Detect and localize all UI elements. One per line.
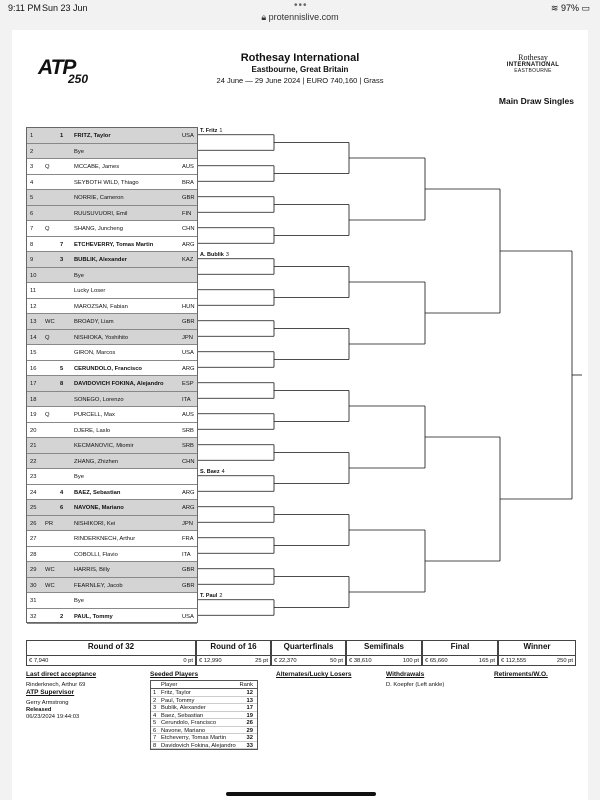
prize-points: 100 pt xyxy=(402,658,419,664)
draw-number: 19 xyxy=(30,412,37,418)
player-name: SONEGO, Lorenzo xyxy=(74,396,124,403)
seeded-rank: 19 xyxy=(246,712,253,719)
draw-number: 11 xyxy=(30,288,37,294)
player-name: COBOLLI, Flavio xyxy=(74,551,118,558)
prize-round: Quarterfinals xyxy=(283,642,334,651)
player-name: FEARNLEY, Jacob xyxy=(74,582,123,589)
entry-status: Q xyxy=(45,412,50,418)
bracket-lines xyxy=(12,30,588,630)
seed-number: 1 xyxy=(60,133,64,139)
draw-number: 14 xyxy=(30,334,37,341)
prize-money: € 22,370 xyxy=(274,658,297,664)
draw-number: 1 xyxy=(30,133,34,139)
player-country: GBR xyxy=(182,567,195,573)
player-name: NORRIE, Cameron xyxy=(74,195,124,201)
seeded-title: Seeded Players xyxy=(150,671,199,678)
status-time: 9:11 PM xyxy=(8,3,41,13)
player-country: AUS xyxy=(182,412,194,418)
player-name: DAVIDOVICH FOKINA, Alejandro xyxy=(74,381,164,387)
seeded-player: Paul, Tommy xyxy=(161,697,195,704)
seed-number: 4 xyxy=(60,489,64,496)
draw-number: 5 xyxy=(30,195,34,201)
prize-round: Final xyxy=(450,642,470,651)
released-value: 06/23/2024 19:44:03 xyxy=(26,714,80,720)
seeded-number: 7 xyxy=(153,735,157,741)
player-country: ITA xyxy=(182,551,191,558)
sponsor-line2: INTERNATIONAL xyxy=(506,62,560,69)
prize-row xyxy=(499,655,575,665)
draw-number: 24 xyxy=(30,489,37,496)
lock-icon: 🔒︎ xyxy=(261,12,269,22)
alternates-title: Alternates/Lucky Losers xyxy=(276,671,352,678)
player-country: CHN xyxy=(182,226,195,232)
seeded-number: 5 xyxy=(153,720,157,726)
player-name: DJERE, Laslo xyxy=(74,427,111,434)
player-name: Bye xyxy=(74,598,84,604)
player-country: HUN xyxy=(182,303,195,310)
player-country: ITA xyxy=(182,396,191,403)
player-country: KAZ xyxy=(182,257,194,263)
prize-round: Semifinals xyxy=(363,642,404,651)
player-name: GIRON, Marcos xyxy=(74,350,116,356)
prize-row xyxy=(27,655,195,665)
entry-status: Q xyxy=(45,226,50,232)
r16-winner-name: A. Bublik xyxy=(200,251,224,258)
seeded-number: 8 xyxy=(153,742,157,749)
seeded-row xyxy=(151,719,257,727)
draw-number: 8 xyxy=(30,241,34,248)
seed-number: 7 xyxy=(60,241,64,248)
prize-money-table xyxy=(26,640,576,666)
supervisor-title: ATP Supervisor xyxy=(26,689,75,696)
player-name: Lucky Loser xyxy=(74,288,106,294)
tournament-details: 24 June — 29 June 2024 | EURO 740,160 | Grass xyxy=(216,76,384,85)
last-da-value: Rinderknech, Arthur 69 xyxy=(26,682,86,688)
draw-number: 7 xyxy=(30,226,34,232)
prize-column xyxy=(271,640,346,666)
seed-number: 5 xyxy=(60,365,64,372)
prize-points: 165 pt xyxy=(478,658,495,664)
atp-series-text: 250 xyxy=(68,72,89,86)
seeded-row xyxy=(151,704,257,712)
seed-number: 2 xyxy=(60,613,64,620)
draw-number: 25 xyxy=(30,505,37,511)
seeded-row xyxy=(151,697,257,705)
battery-level: 97% xyxy=(560,3,579,13)
draw-number: 13 xyxy=(30,319,37,325)
sponsor-line3: EASTBOURNE xyxy=(514,68,552,75)
battery-indicator xyxy=(551,3,590,14)
player-country: CHN xyxy=(182,458,195,465)
prize-column xyxy=(498,640,576,666)
seeded-rank: 32 xyxy=(246,735,253,741)
player-name: Bye xyxy=(74,148,84,155)
seed-number: 8 xyxy=(60,381,64,387)
player-name: SEYBOTH WILD, Thiago xyxy=(74,179,139,186)
r16-winner xyxy=(200,593,222,599)
player-country: ARG xyxy=(182,505,195,511)
draw-number: 31 xyxy=(30,598,37,604)
draw-number: 29 xyxy=(30,567,37,573)
player-country: USA xyxy=(182,613,194,620)
supervisor-value: Gerry Armstrong xyxy=(26,700,69,706)
draw-number: 18 xyxy=(30,396,37,403)
prize-money: € 7,940 xyxy=(29,658,49,664)
seeded-rank: 29 xyxy=(246,727,253,734)
draw-number: 23 xyxy=(30,474,37,480)
prize-points: 250 pt xyxy=(556,658,573,664)
r16-winner-seed: 3 xyxy=(225,251,229,258)
player-country: ARG xyxy=(182,365,195,372)
seeded-player: Davidovich Fokina, Alejandro xyxy=(161,742,236,749)
draw-number: 28 xyxy=(30,551,37,558)
draw-number: 12 xyxy=(30,303,37,310)
retirements-title: Retirements/W.O. xyxy=(494,671,548,678)
draw-number: 2 xyxy=(30,148,34,155)
entry-status: WC xyxy=(45,567,55,573)
sponsor-line1: Rothesay xyxy=(518,53,548,62)
entry-status: WC xyxy=(45,319,55,325)
seeded-number: 6 xyxy=(153,727,157,734)
player-name: KECMANOVIC, Miomir xyxy=(74,443,134,449)
player-name: ETCHEVERRY, Tomas Martin xyxy=(74,241,154,248)
player-name: MCCABE, James xyxy=(74,164,120,170)
address-bar[interactable] xyxy=(0,12,600,23)
atp-logo-text: ATP xyxy=(38,56,76,79)
entry-status: Q xyxy=(45,334,50,341)
seeded-rank: 17 xyxy=(246,705,253,711)
seeded-player: Etcheverry, Tomas Martin xyxy=(161,735,227,741)
prize-money: € 12,990 xyxy=(199,658,222,664)
player-name: ZHANG, Zhizhen xyxy=(74,458,119,465)
entry-status: PR xyxy=(45,520,54,527)
draw-number: 32 xyxy=(30,613,37,620)
prize-row xyxy=(272,655,345,665)
draw-number: 9 xyxy=(30,257,34,263)
player-name: NISHIOKA, Yoshihito xyxy=(74,334,129,341)
seed-number: 6 xyxy=(60,505,64,511)
last-da-title: Last direct acceptance xyxy=(26,671,97,678)
prize-money: € 112,555 xyxy=(501,658,527,664)
player-country: GBR xyxy=(182,195,195,201)
seeded-player: Baez, Sebastian xyxy=(161,712,204,719)
player-country: JPN xyxy=(182,520,193,527)
more-dots-icon[interactable]: ••• xyxy=(294,0,308,11)
wifi-icon: ≋ xyxy=(550,3,561,13)
prize-row xyxy=(197,655,270,665)
player-country: SRB xyxy=(182,443,194,449)
draw-number: 3 xyxy=(30,164,34,170)
prize-money: € 65,660 xyxy=(425,658,448,664)
r16-winner xyxy=(200,252,229,258)
seeded-col-player: Player xyxy=(161,682,178,688)
player-name: NISHIKORI, Kei xyxy=(74,520,116,527)
seeded-col-rank: Rank xyxy=(239,682,253,688)
draw-number: 22 xyxy=(30,458,37,465)
released-label: Released xyxy=(26,707,52,713)
player-country: ARG xyxy=(182,489,195,496)
player-country: BRA xyxy=(182,179,194,186)
seeded-row xyxy=(151,727,257,735)
tournament-location: Eastbourne, Great Britain xyxy=(251,65,349,74)
prize-column xyxy=(26,640,196,666)
seeded-row xyxy=(151,734,257,742)
entry-status: WC xyxy=(45,582,55,589)
entry-status: Q xyxy=(45,164,50,170)
player-country: ARG xyxy=(182,241,195,248)
seeded-player: Bublik, Alexander xyxy=(161,705,206,711)
draw-number: 10 xyxy=(30,272,37,279)
player-country: ESP xyxy=(182,381,194,387)
seeded-number: 2 xyxy=(153,697,157,704)
tournament-title: Rothesay International xyxy=(240,52,360,64)
seeded-number: 3 xyxy=(153,705,157,711)
seeded-player: Navone, Mariano xyxy=(161,727,206,734)
withdrawals-title: Withdrawals xyxy=(386,671,425,678)
draw-sheet xyxy=(12,30,588,800)
prize-round: Round of 16 xyxy=(210,642,257,651)
player-name: MAROZSAN, Fabian xyxy=(74,303,128,310)
draw-number: 15 xyxy=(30,350,37,356)
draw-number: 6 xyxy=(30,210,34,217)
draw-number: 20 xyxy=(30,427,37,434)
seeded-player: Cerundolo, Francisco xyxy=(161,720,217,726)
player-country: USA xyxy=(182,350,194,356)
draw-title: Main Draw Singles xyxy=(498,96,574,106)
home-indicator[interactable] xyxy=(226,792,376,796)
player-name: PAUL, Tommy xyxy=(74,613,113,620)
r16-winner xyxy=(200,128,222,134)
prize-money: € 38,610 xyxy=(349,658,372,664)
battery-icon: ▭ xyxy=(581,3,590,13)
player-name: RUUSUVUORI, Emil xyxy=(74,210,128,217)
player-name: HARRIS, Billy xyxy=(74,567,110,573)
player-country: AUS xyxy=(182,164,194,170)
player-name: BROADY, Liam xyxy=(74,319,114,325)
seeded-row xyxy=(151,689,257,697)
player-country: FRA xyxy=(182,536,194,542)
player-name: NAVONE, Mariano xyxy=(74,505,124,511)
player-country: FIN xyxy=(182,210,192,217)
r16-winner xyxy=(200,469,225,475)
draw-number: 16 xyxy=(30,365,37,372)
player-country: JPN xyxy=(182,334,193,341)
seeded-row xyxy=(151,742,257,750)
player-country: USA xyxy=(182,133,194,139)
footer-info xyxy=(26,671,576,761)
r16-winner-seed: 1 xyxy=(219,127,223,134)
player-country: GBR xyxy=(182,319,195,325)
draw-number: 17 xyxy=(30,381,37,387)
r16-winner-name: T. Fritz xyxy=(200,127,218,134)
url-text: protennislive.com xyxy=(268,12,339,22)
r16-winner-seed: 4 xyxy=(221,468,225,475)
player-country: SRB xyxy=(182,427,194,434)
seeded-rank: 12 xyxy=(246,690,253,696)
status-bar xyxy=(0,0,600,28)
seeded-table xyxy=(150,680,258,750)
draw-number: 4 xyxy=(30,179,34,186)
player-name: SHANG, Juncheng xyxy=(74,226,123,232)
r16-winner-name: S. Baez xyxy=(200,468,220,475)
draw-number: 26 xyxy=(30,520,37,527)
player-name: BUBLIK, Alexander xyxy=(74,257,127,263)
prize-row xyxy=(423,655,497,665)
draw-number: 21 xyxy=(30,443,37,449)
draw-number: 27 xyxy=(30,536,37,542)
seed-number: 3 xyxy=(60,257,64,263)
player-name: RINDERKNECH, Arthur xyxy=(74,536,136,542)
seeded-player: Fritz, Taylor xyxy=(161,690,191,696)
status-date: Sun 23 Jun xyxy=(42,3,88,13)
player-name: CERUNDOLO, Francisco xyxy=(74,365,142,372)
seeded-rank: 13 xyxy=(246,697,253,704)
seeded-header xyxy=(151,681,257,689)
player-name: Bye xyxy=(74,474,84,480)
withdrawals-value: D. Koepfer (Left ankle) xyxy=(386,682,445,688)
player-country: GBR xyxy=(182,582,195,589)
prize-column xyxy=(422,640,498,666)
prize-points: 0 pt xyxy=(183,658,193,664)
seeded-number: 4 xyxy=(153,712,157,719)
seeded-rank: 26 xyxy=(246,720,253,726)
prize-round: Winner xyxy=(523,642,551,651)
player-name: Bye xyxy=(74,272,84,279)
seeded-number: 1 xyxy=(153,690,157,696)
prize-column xyxy=(196,640,271,666)
draw-number: 30 xyxy=(30,582,37,589)
prize-round: Round of 32 xyxy=(87,642,135,651)
prize-points: 50 pt xyxy=(330,658,343,664)
seeded-rank: 33 xyxy=(246,742,253,749)
player-name: PURCELL, Max xyxy=(74,412,115,418)
player-name: BAEZ, Sebastian xyxy=(74,489,121,496)
prize-row xyxy=(347,655,421,665)
seeded-row xyxy=(151,712,257,720)
player-name: FRITZ, Taylor xyxy=(74,133,111,139)
r16-winner-name: T. Paul xyxy=(200,592,218,599)
prize-points: 25 pt xyxy=(255,658,268,664)
r16-winner-seed: 2 xyxy=(219,592,223,599)
prize-column xyxy=(346,640,422,666)
